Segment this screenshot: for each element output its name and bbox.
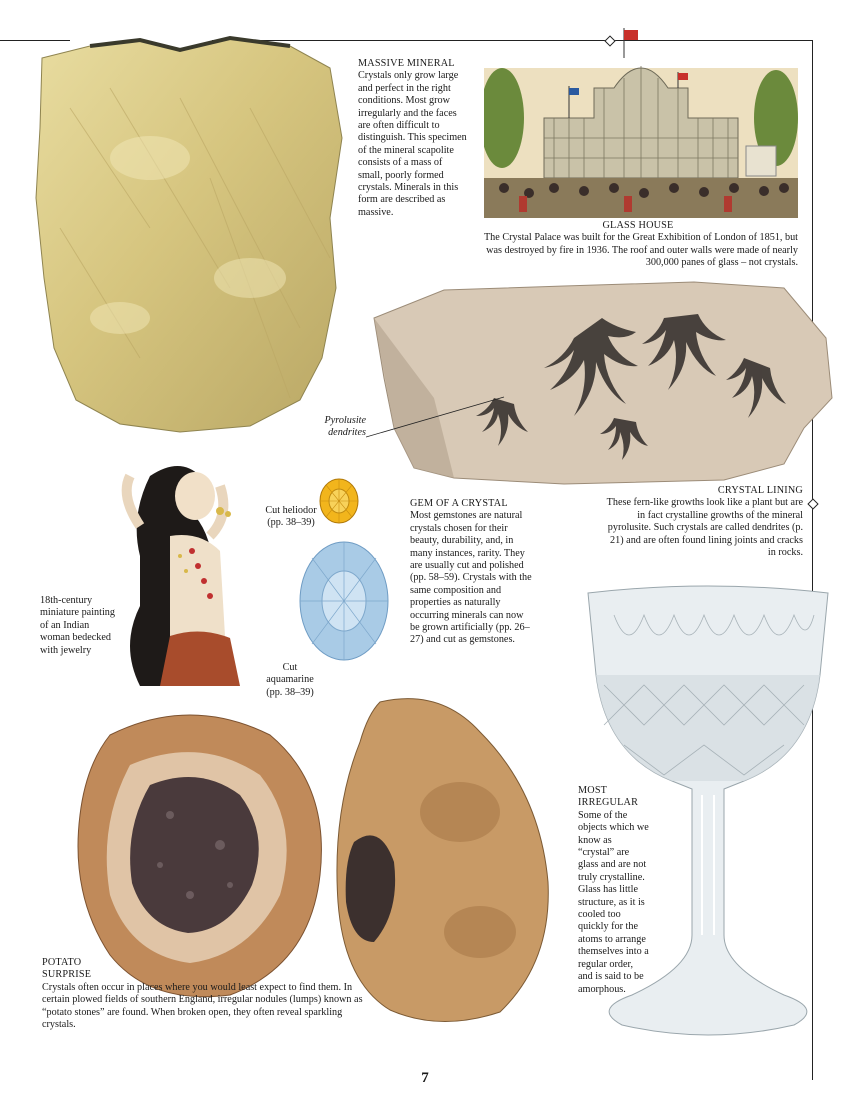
most-irregular-body: Some of the objects which we know as “crystal” are glass and are not truly crystalline. Glass has little structure, as it is cooled too quickly for the atoms to arrange themselves into a regular order, and is said to be amorphous. bbox=[578, 809, 649, 995]
potato-surprise-body: Crystals often occur in places where you would least expect to find them. In certain plowed fields of southern England, irregular nodules (lumps) known as “potato stones” are found. When broken open, they often reveal sparkling crystals. bbox=[42, 981, 363, 1031]
pyrolusite-leader-line bbox=[366, 395, 506, 440]
massive-mineral-body: Crystals only grow large and perfect in the right conditions. Most grow irregularly and the faces are often difficult to distinguish. This specimen of the mineral scapolite consists of a mass of small, poorly formed crystals. Minerals in this form are described as massive. bbox=[358, 70, 467, 218]
gem-of-a-crystal-heading: GEM OF A CRYSTAL bbox=[410, 498, 508, 509]
glass-house-body: The Crystal Palace was built for the Great Exhibition of London of 1851, but was destroyed by fire in 1936. The roof and outer walls were made of nearly 300,000 panes of glass – not crystals. bbox=[483, 232, 798, 269]
rule-ornament-side bbox=[807, 498, 818, 509]
gem-of-a-crystal-body: Most gemstones are natural crystals chosen for their beauty, durability, and, in many instances, rarity. They are usually cut and polished (pp. 58–59). Crystals with the same composition and properties as naturally occurring minerals can now be grown artificially (pp. 26–27) and cut as gemstones. bbox=[410, 510, 532, 646]
page-number: 7 bbox=[421, 1070, 429, 1086]
scapolite-specimen-image bbox=[30, 28, 350, 438]
massive-mineral-heading: MASSIVE MINERAL bbox=[358, 58, 455, 69]
gem-of-a-crystal-caption bbox=[410, 498, 532, 647]
glass-house-heading: GLASS HOUSE bbox=[602, 220, 674, 231]
massive-mineral-caption bbox=[358, 58, 468, 219]
pyrolusite-label-text: Pyrolusite dendrites bbox=[324, 415, 366, 439]
most-irregular-heading: MOST IRREGULAR bbox=[578, 785, 639, 809]
pyrolusite-label bbox=[300, 415, 366, 440]
aquamarine-caption bbox=[258, 662, 322, 699]
indian-miniature-painting-image bbox=[100, 456, 265, 686]
heliodor-gem-image bbox=[318, 477, 360, 525]
crystal-lining-heading: CRYSTAL LINING bbox=[717, 485, 803, 496]
crystal-lining-body: These fern-like growths look like a plant but are in fact crystalline growths of the mineral pyrolusite. Such crystals are called dendrites (p. 21) and are often found lining joints and cracks in rocks. bbox=[606, 497, 803, 559]
heliodor-caption-text: Cut heliodor (pp. 38–39) bbox=[265, 505, 317, 529]
crystal-palace-image bbox=[484, 28, 798, 218]
most-irregular-caption bbox=[578, 785, 650, 996]
glass-house-caption bbox=[478, 220, 798, 270]
miniature-caption-text: 18th-century miniature painting of an Indian woman bedecked with jewelry bbox=[40, 595, 115, 656]
aquamarine-gem-image bbox=[298, 540, 390, 662]
aquamarine-caption-text: Cut aquamarine (pp. 38–39) bbox=[266, 662, 314, 698]
miniature-caption bbox=[40, 595, 120, 657]
potato-surprise-heading: POTATO SURPRISE bbox=[42, 957, 92, 981]
heliodor-caption bbox=[262, 505, 320, 530]
potato-surprise-caption bbox=[42, 957, 372, 1031]
pyrolusite-dendrite-rock-image bbox=[364, 278, 834, 488]
crystal-lining-caption bbox=[600, 485, 803, 559]
